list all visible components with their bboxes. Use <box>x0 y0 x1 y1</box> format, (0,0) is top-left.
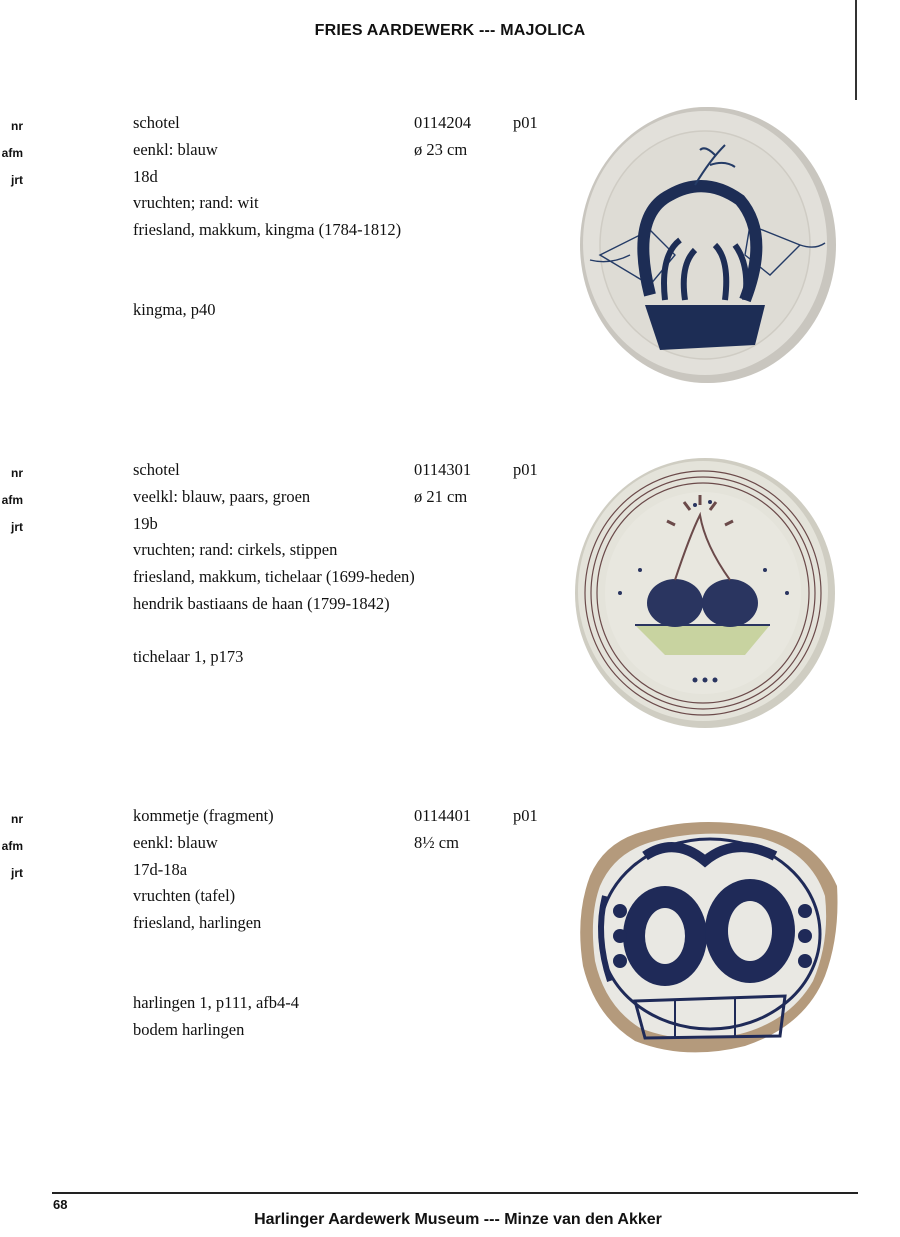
page-reference: p01 <box>513 806 538 825</box>
page-reference: p01 <box>513 460 538 479</box>
value-fabrikaat: friesland, harlingen <box>133 913 262 932</box>
label-jrt: jrt <box>11 520 23 534</box>
label-jrt: jrt <box>11 866 23 880</box>
value-fabrikaat: friesland, makkum, kingma (1784-1812) <box>133 220 402 239</box>
label-nr: nr <box>11 119 23 133</box>
value-fabrikaat: friesland, makkum, tichelaar (1699-heden) <box>133 567 415 586</box>
value-nr: 0114204 <box>414 113 472 132</box>
value-afm: ø 23 cm <box>414 140 468 159</box>
label-afm: afm <box>1 839 23 853</box>
page-reference: p01 <box>513 113 538 132</box>
footer-rule <box>52 1192 858 1194</box>
value-afm: 8½ cm <box>414 833 459 852</box>
catalog-record-1 <box>0 113 900 413</box>
value-voorwerp: kommetje (fragment) <box>133 806 274 825</box>
plate-photo-1 <box>560 105 850 390</box>
value-voorstelling: vruchten (tafel) <box>133 886 236 905</box>
page-edge-line <box>855 0 857 100</box>
value-nr: 0114301 <box>414 460 472 479</box>
value-afm: ø 21 cm <box>414 487 468 506</box>
value-datering: 19b <box>133 514 158 533</box>
label-afm: afm <box>1 493 23 507</box>
label-afm: afm <box>1 146 23 160</box>
value-datering: 17d-18a <box>133 860 188 879</box>
value-datering: 18d <box>133 167 158 186</box>
value-kleur: veelkl: blauw, paars, groen <box>133 487 311 506</box>
label-nr: nr <box>11 466 23 480</box>
value-voorstelling: vruchten; rand: cirkels, stippen <box>133 540 338 559</box>
page-number: 68 <box>53 1197 68 1212</box>
catalog-record-3 <box>0 806 900 1106</box>
value-literatuur: kingma, p40 <box>133 300 216 319</box>
value-literatuur: harlingen 1, p111, afb4-4 <box>133 993 300 1012</box>
plate-photo-2 <box>565 455 845 730</box>
label-jrt: jrt <box>11 173 23 187</box>
catalog-record-2 <box>0 460 900 760</box>
footer-text: Harlinger Aardewerk Museum --- Minze van den Akker <box>254 1211 662 1228</box>
value-voorwerp: schotel <box>133 113 180 132</box>
value-schilder: hendrik bastiaans de haan (1799-1842) <box>133 594 390 613</box>
fragment-photo-3 <box>575 816 845 1066</box>
value-kleur: eenkl: blauw <box>133 833 218 852</box>
value-opmerking: bodem harlingen <box>133 1020 245 1039</box>
value-literatuur: tichelaar 1, p173 <box>133 647 244 666</box>
page-title: FRIES AARDEWERK --- MAJOLICA <box>314 22 586 39</box>
value-voorwerp: schotel <box>133 460 180 479</box>
value-kleur: eenkl: blauw <box>133 140 218 159</box>
value-voorstelling: vruchten; rand: wit <box>133 193 259 212</box>
label-nr: nr <box>11 812 23 826</box>
value-nr: 0114401 <box>414 806 472 825</box>
